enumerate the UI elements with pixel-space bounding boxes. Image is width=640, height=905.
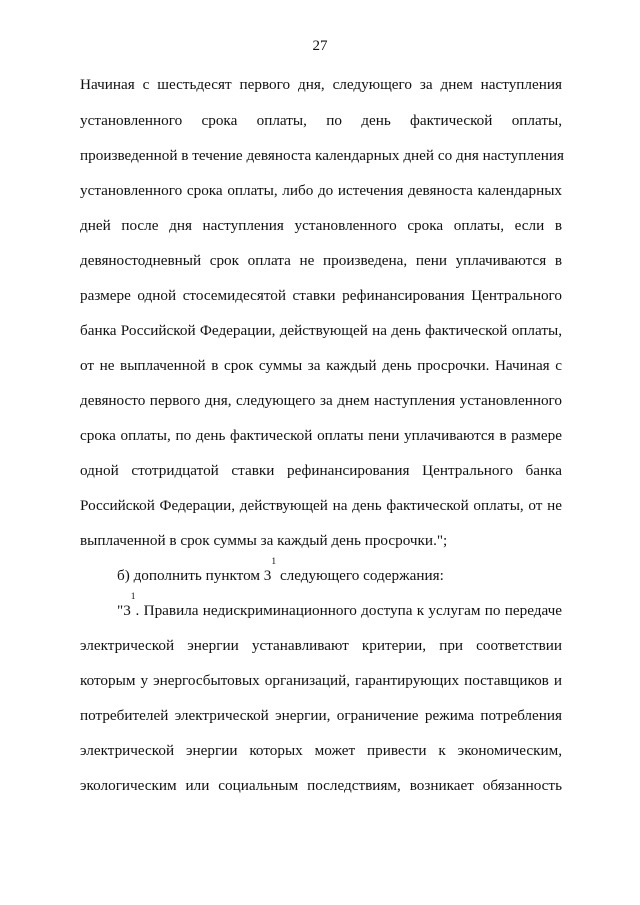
paragraph-line: выплаченной в срок суммы за каждый день просрочки."; <box>80 532 448 549</box>
paragraph-line: электрической энергии устанавливают критерии, при соответствии <box>80 637 562 654</box>
superscript: 1 <box>130 592 136 602</box>
paragraph-line: от не выплаченной в срок суммы за каждый день просрочки. Начиная с <box>80 357 562 374</box>
clause-text: . Правила недискриминационного доступа к услугам по передаче <box>135 602 562 619</box>
superscript: 1 <box>271 557 277 567</box>
paragraph-line: Российской Федерации, действующей на день фактической оплаты, от не <box>80 497 562 514</box>
page-number: 27 <box>312 38 328 54</box>
paragraph-line: установленного срока оплаты, по день фактической оплаты, <box>80 112 562 129</box>
paragraph-line: произведенной в течение девяноста календарных дней со дня наступления <box>80 147 564 164</box>
item-b-text: б) дополнить пунктом 3 <box>117 567 272 584</box>
paragraph-line: электрической энергии которых может привести к экономическим, <box>80 742 562 759</box>
paragraph-line: одной стотридцатой ставки рефинансирования Центрального банка <box>80 462 562 479</box>
clause-number: "3 <box>117 602 131 619</box>
paragraph-line: девяностодневный срок оплата не произведена, пени уплачиваются в <box>80 252 562 269</box>
paragraph-line: банка Российской Федерации, действующей на день фактической оплаты, <box>80 322 562 339</box>
paragraph-line: Начиная с шестьдесят первого дня, следующего за днем наступления <box>80 76 562 93</box>
paragraph-line: девяносто первого дня, следующего за днем наступления установленного <box>80 392 562 409</box>
item-b-line <box>117 557 562 586</box>
paragraph-line: дней после дня наступления установленного срока оплаты, если в <box>80 217 562 234</box>
paragraph-line: размере одной стосемидесятой ставки рефинансирования Центрального <box>80 287 562 304</box>
paragraph-line: срока оплаты, по день фактической оплаты пени уплачиваются в размере <box>80 427 562 444</box>
paragraph-2-first-line <box>117 592 562 621</box>
paragraph-line: экологическим или социальным последствиям, возникает обязанность <box>80 777 562 794</box>
item-b-text-cont: следующего содержания: <box>276 567 444 584</box>
paragraph-line: которым у энергосбытовых организаций, гарантирующих поставщиков и <box>80 672 562 689</box>
paragraph-line: установленного срока оплаты, либо до истечения девяноста календарных <box>80 182 562 199</box>
paragraph-line: потребителей электрической энергии, ограничение режима потребления <box>80 707 562 724</box>
